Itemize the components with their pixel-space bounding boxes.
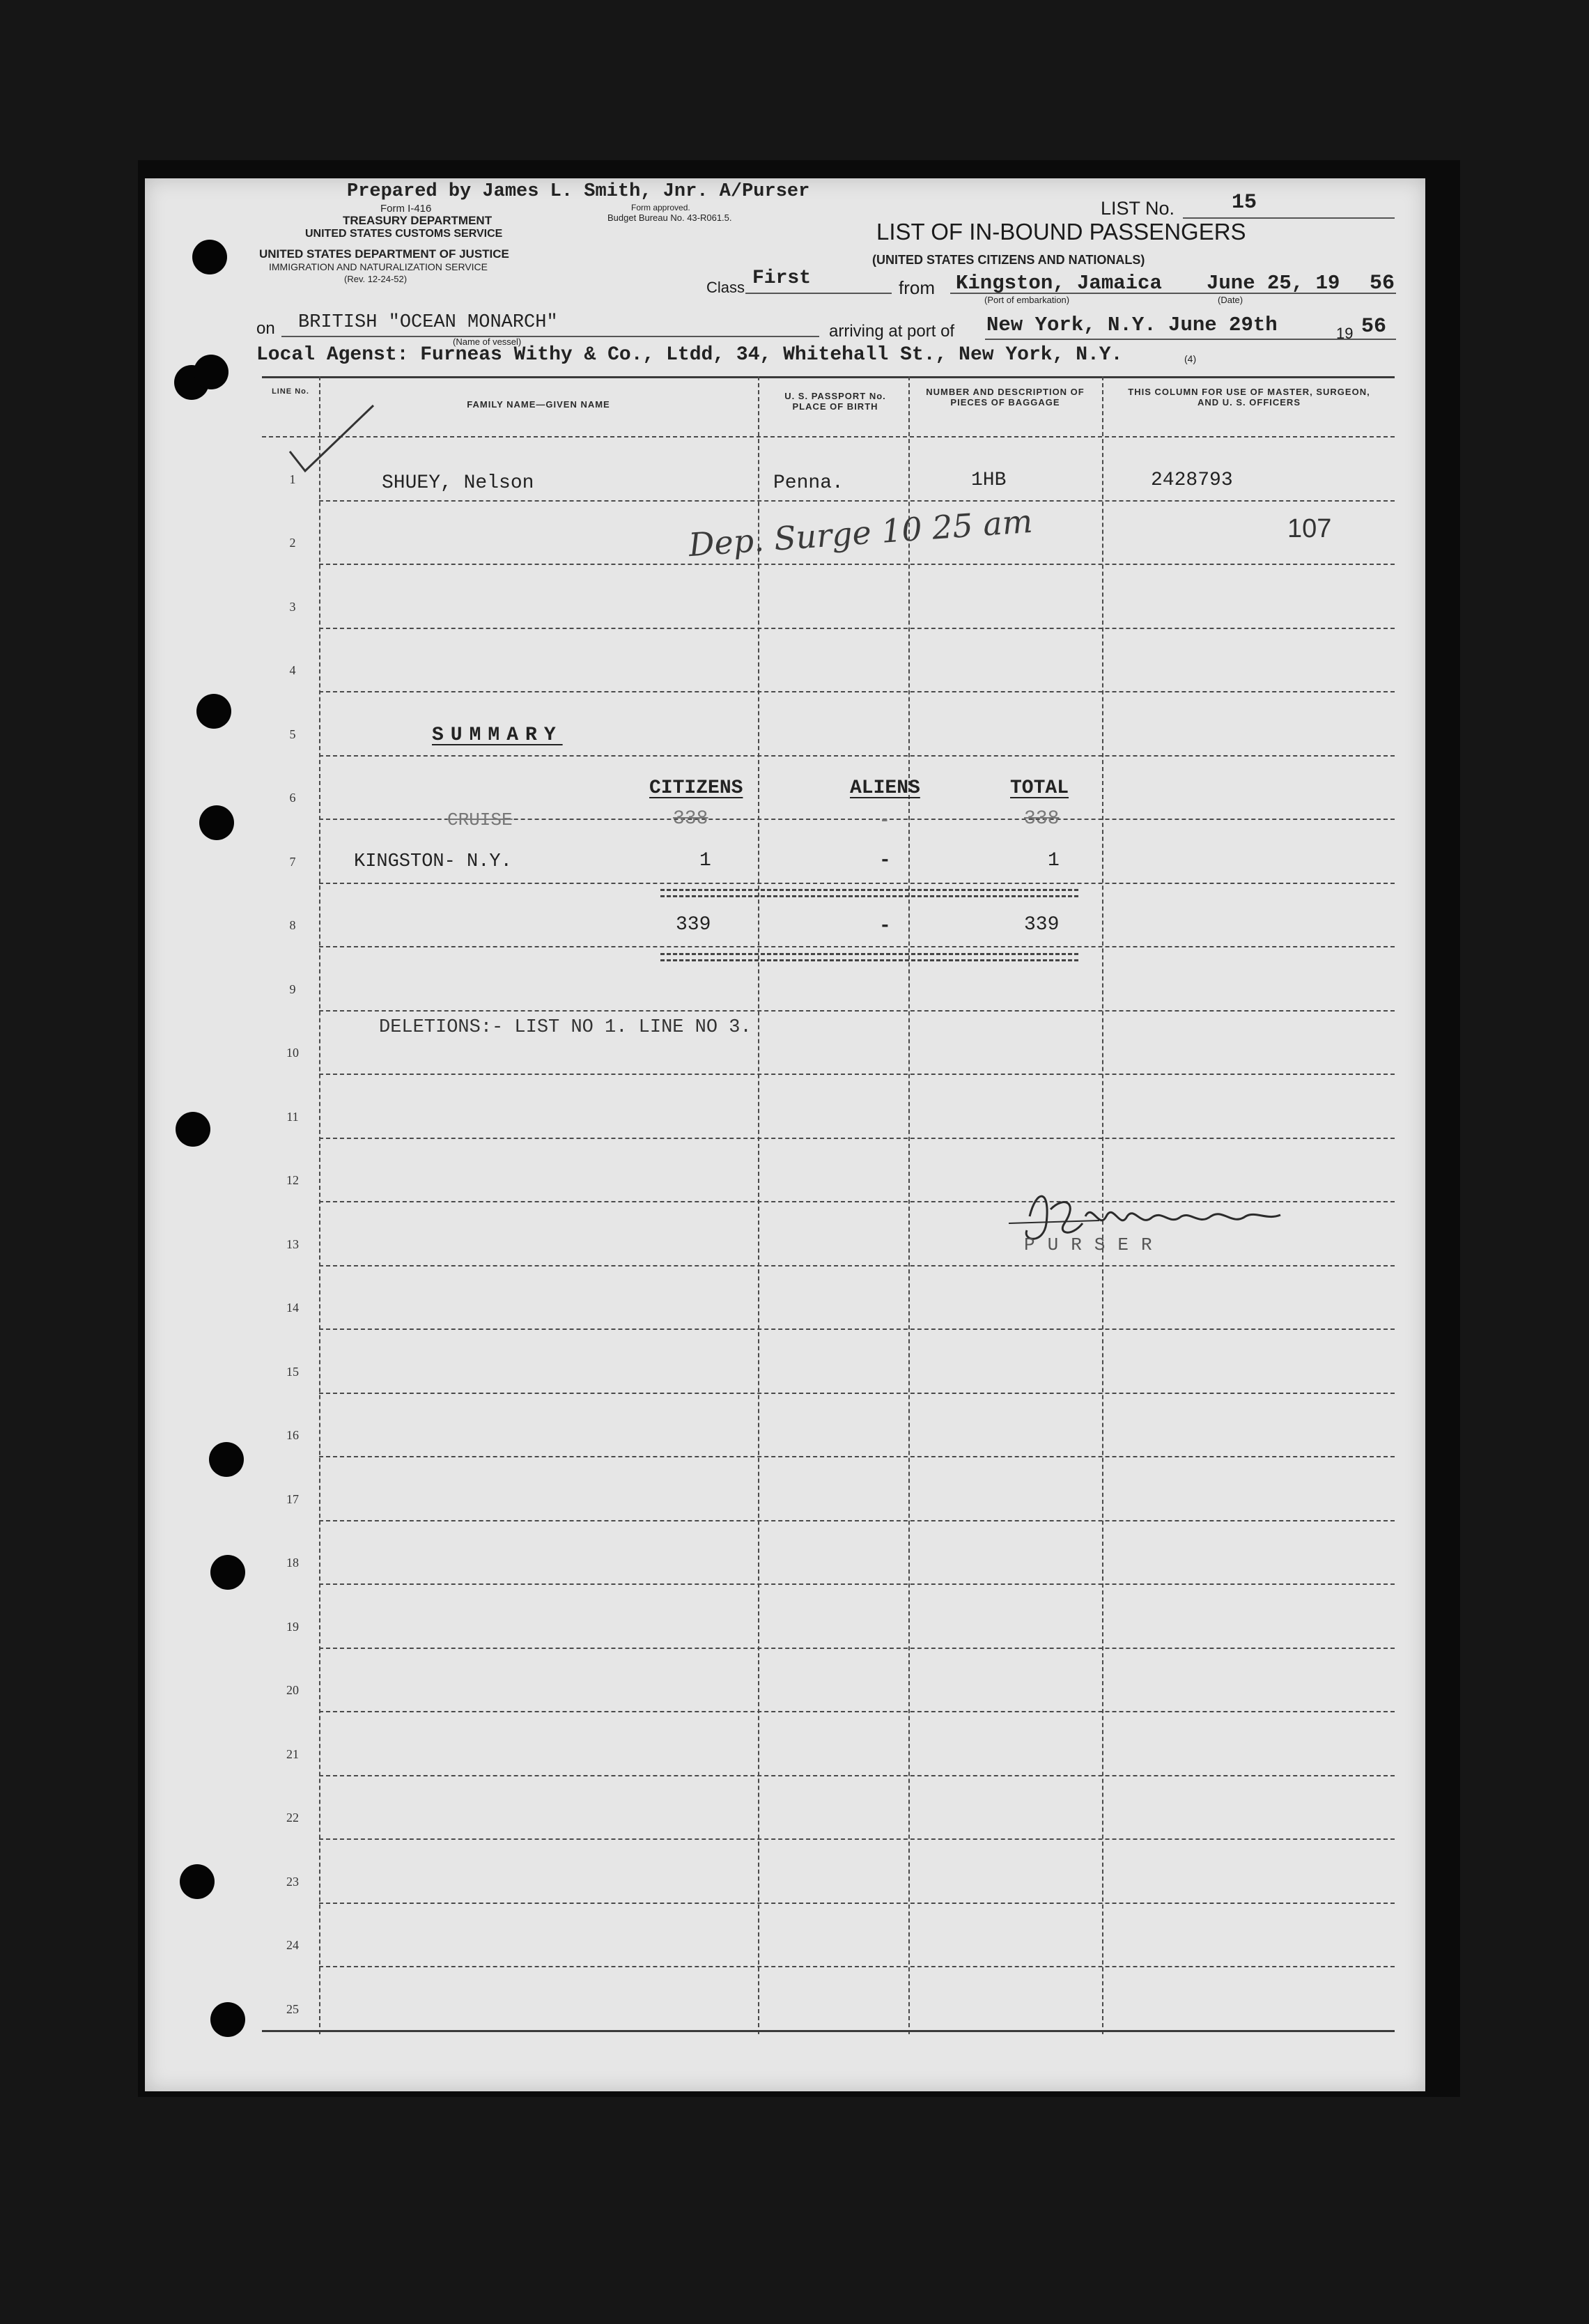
summary-total-citizens: 339 (676, 914, 711, 936)
summary-row-label: KINGSTON- N.Y. (354, 851, 512, 872)
punch-hole (210, 1555, 245, 1590)
list-number: 15 (1232, 191, 1257, 215)
vessel-rule (281, 336, 819, 337)
ins-service: IMMIGRATION AND NATURALIZATION SERVICE (269, 261, 488, 272)
col-header-baggage: NUMBER AND DESCRIPTION OF PIECES OF BAGGAGE (926, 387, 1085, 408)
row-rule (319, 1966, 1395, 1967)
punch-hole (180, 1864, 215, 1899)
summary-title: SUMMARY (432, 725, 563, 746)
row-rule (319, 1328, 1395, 1330)
col-header-officers: THIS COLUMN FOR USE OF MASTER, SURGEON, AND U. S. OFFICERS (1128, 387, 1370, 408)
arrival-port: New York, N.Y. June 29th (986, 313, 1278, 336)
summary-row-total: 1 (1048, 850, 1060, 872)
vessel-caption: (Name of vessel) (453, 336, 522, 347)
line-number: 5 (289, 727, 296, 741)
date-caption: (Date) (1218, 295, 1243, 305)
summary-double-rule (660, 889, 1078, 897)
class-value: First (752, 268, 812, 289)
row-rule (319, 1903, 1395, 1904)
line-number: 9 (289, 982, 296, 996)
budget-bureau: Budget Bureau No. 43-R061.5. (607, 212, 732, 223)
row-rule (319, 628, 1395, 629)
summary-header-citizens: CITIZENS (649, 777, 743, 799)
customs-service: UNITED STATES CUSTOMS SERVICE (305, 228, 503, 240)
table-bottom-rule (262, 2030, 1395, 2032)
line-number: 14 (286, 1301, 299, 1315)
row-rule (319, 1138, 1395, 1139)
passenger-baggage: 1HB (971, 470, 1007, 491)
treasury-dept: TREASURY DEPARTMENT (343, 214, 493, 227)
line-number: 17 (286, 1492, 299, 1506)
inspector-handwriting: Dep. Surge 10 25 am (687, 502, 1034, 564)
punch-hole (209, 1442, 244, 1477)
row-rule (319, 1838, 1395, 1840)
line-number: 25 (286, 2001, 299, 2016)
class-label: Class (706, 279, 745, 296)
agent-mark: (4) (1184, 353, 1197, 364)
summary-total-total: 339 (1024, 914, 1060, 936)
row-rule (319, 1265, 1395, 1266)
line-number: 2 (289, 536, 296, 550)
summary-row-citizens: 338 (673, 808, 708, 830)
prepared-by: Prepared by James L. Smith, Jnr. A/Purser (347, 181, 810, 202)
line-number: 7 (289, 854, 296, 869)
manifest-page (145, 178, 1425, 2091)
row-rule (319, 1648, 1395, 1649)
line-number: 16 (286, 1428, 299, 1442)
from-date: June 25, 19 (1207, 272, 1340, 295)
summary-row-aliens: - (879, 850, 891, 872)
line-number: 3 (289, 599, 296, 614)
row-rule (319, 1074, 1395, 1075)
summary-header-total: TOTAL (1010, 777, 1069, 799)
punch-hole (196, 694, 231, 729)
row-rule (319, 500, 1395, 502)
line-number: 8 (289, 918, 296, 932)
row-rule (319, 1010, 1395, 1012)
row-rule (319, 1583, 1395, 1585)
summary-total-aliens: - (879, 915, 891, 937)
arrival-year-prefix: 19 (1336, 325, 1354, 342)
arrival-rule (985, 339, 1396, 340)
line-number: 24 (286, 1938, 299, 1952)
form-approved: Form approved. (631, 203, 690, 212)
punch-hole (210, 2002, 245, 2037)
row-rule (319, 564, 1395, 565)
line-number: 20 (286, 1683, 299, 1697)
punch-hole (194, 355, 228, 389)
line-number: 18 (286, 1556, 299, 1570)
summary-row-citizens: 1 (699, 850, 711, 872)
punch-hole (176, 1112, 210, 1147)
vessel-name: BRITISH "OCEAN MONARCH" (298, 312, 558, 333)
list-subtitle: (UNITED STATES CITIZENS AND NATIONALS) (872, 253, 1145, 267)
row-rule (319, 1456, 1395, 1457)
check-mark (284, 401, 382, 478)
line-number: 1 (289, 472, 296, 486)
row-rule (319, 1775, 1395, 1776)
row-rule (319, 755, 1395, 757)
from-label: from (899, 277, 935, 298)
passenger-passport: 2428793 (1151, 470, 1233, 491)
line-number: 23 (286, 1874, 299, 1889)
arrival-year: 56 (1361, 315, 1387, 339)
form-number: Form I-416 (380, 203, 432, 215)
arriving-label: arriving at port of (829, 322, 955, 341)
line-number: 6 (289, 791, 296, 805)
row-rule (319, 1393, 1395, 1394)
header-bottom-rule (262, 436, 1395, 437)
purser-caption: PURSER (1024, 1234, 1165, 1255)
class-rule (745, 293, 892, 294)
table-top-rule (262, 376, 1395, 378)
local-agent: Local Agenst: Furneas Withy & Co., Ltdd, 34, Whitehall St., New York, N.Y. (256, 344, 1123, 366)
summary-row-label: CRUISE (447, 809, 513, 830)
col-header-line: LINE No. (272, 387, 309, 396)
col-divider-name (758, 376, 759, 2034)
line-number: 22 (286, 1811, 299, 1825)
deletions-note: DELETIONS:- LIST NO 1. LINE NO 3. (379, 1017, 752, 1038)
line-number: 15 (286, 1364, 299, 1379)
list-title: LIST OF IN-BOUND PASSENGERS (876, 219, 1246, 245)
col-header-passport: U. S. PASSPORT No. PLACE OF BIRTH (784, 391, 886, 412)
port-caption: (Port of embarkation) (984, 295, 1070, 305)
line-number: 21 (286, 1746, 299, 1761)
officer-note: 107 (1287, 514, 1332, 543)
summary-header-aliens: ALIENS (850, 777, 920, 799)
passenger-name: SHUEY, Nelson (382, 472, 534, 494)
justice-dept: UNITED STATES DEPARTMENT OF JUSTICE (259, 247, 509, 261)
line-number: 10 (286, 1046, 299, 1060)
row-rule (319, 691, 1395, 692)
on-label: on (256, 319, 275, 338)
from-value: Kingston, Jamaica (956, 272, 1162, 295)
row-rule (319, 1711, 1395, 1712)
summary-total-double-rule (660, 953, 1078, 961)
line-number: 19 (286, 1619, 299, 1634)
revision: (Rev. 12-24-52) (344, 274, 408, 284)
row-rule (319, 883, 1395, 884)
line-number: 12 (286, 1173, 299, 1187)
line-number: 11 (286, 1109, 299, 1124)
summary-row-aliens: - (879, 809, 890, 830)
punch-hole (192, 240, 227, 274)
from-year: 56 (1370, 272, 1395, 295)
row-rule (319, 946, 1395, 947)
list-no-label: LIST No. (1101, 198, 1175, 219)
row-rule (319, 1520, 1395, 1521)
summary-row-total: 338 (1024, 808, 1060, 830)
col-header-name: FAMILY NAME—GIVEN NAME (467, 399, 610, 410)
col-divider-passport (908, 376, 910, 2034)
line-number: 13 (286, 1237, 299, 1251)
line-number: 4 (289, 663, 296, 677)
col-divider-line (319, 376, 320, 2034)
punch-hole (199, 805, 234, 840)
passenger-place: Penna. (773, 472, 844, 494)
